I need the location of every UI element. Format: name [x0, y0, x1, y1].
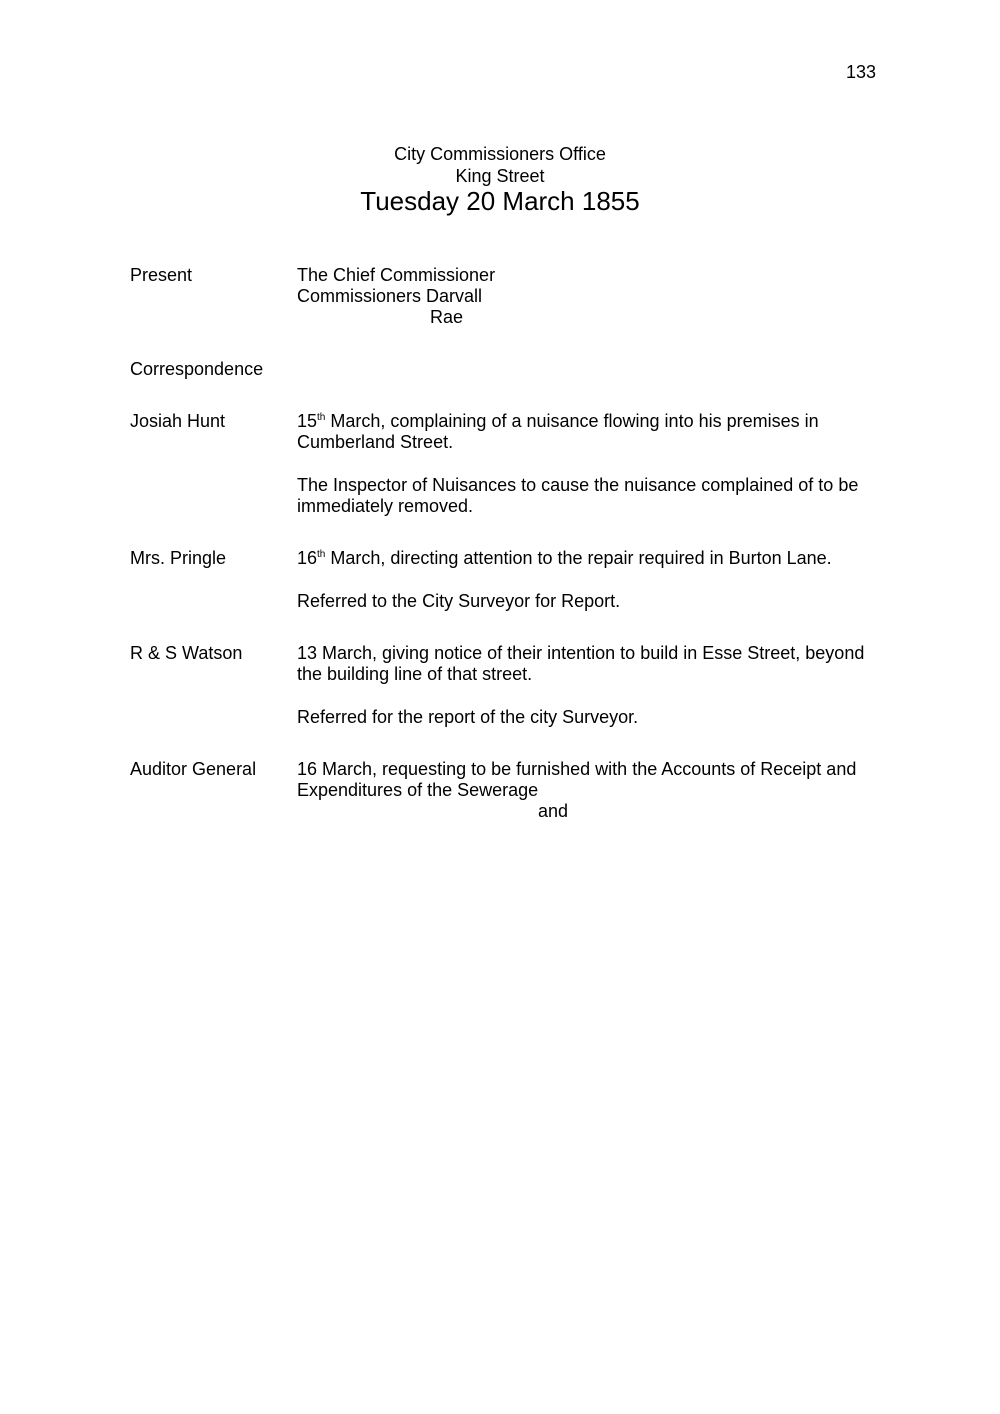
- present-line-3: Rae: [430, 307, 464, 327]
- entry-action: immediately removed.: [297, 496, 474, 516]
- meeting-date: Tuesday 20 March 1855: [360, 186, 640, 216]
- entry-name: Auditor General: [130, 759, 257, 779]
- present-line-2: Commissioners Darvall: [297, 286, 483, 306]
- entry-text: 16th March, directing attention to the repair required in Burton Lane.: [297, 548, 832, 568]
- entry-text: the building line of that street.: [297, 664, 533, 684]
- office-street: King Street: [455, 166, 545, 186]
- entry-text: 13 March, giving notice of their intention to build in Esse Street, beyond: [297, 643, 865, 663]
- entry-text: 16 March, requesting to be furnished with the Accounts of Receipt and: [297, 759, 857, 779]
- present-line-1: The Chief Commissioner: [297, 265, 496, 285]
- entry-text: Cumberland Street.: [297, 432, 454, 452]
- entry-name: R & S Watson: [130, 643, 243, 663]
- page-number: 133: [846, 62, 877, 82]
- entry-action: Referred for the report of the city Surveyor.: [297, 707, 639, 727]
- present-label: Present: [130, 265, 193, 285]
- entry-action: Referred to the City Surveyor for Report.: [297, 591, 621, 611]
- entry-name: Mrs. Pringle: [130, 548, 227, 568]
- entry-name: Josiah Hunt: [130, 411, 226, 431]
- correspondence-label: Correspondence: [130, 359, 264, 379]
- entry-text: 15th March, complaining of a nuisance flowing into his premises in: [297, 411, 819, 431]
- office-name: City Commissioners Office: [394, 144, 606, 164]
- entry-action: The Inspector of Nuisances to cause the nuisance complained of to be: [297, 475, 859, 495]
- catchword: and: [538, 801, 569, 821]
- entry-text: Expenditures of the Sewerage: [297, 780, 539, 800]
